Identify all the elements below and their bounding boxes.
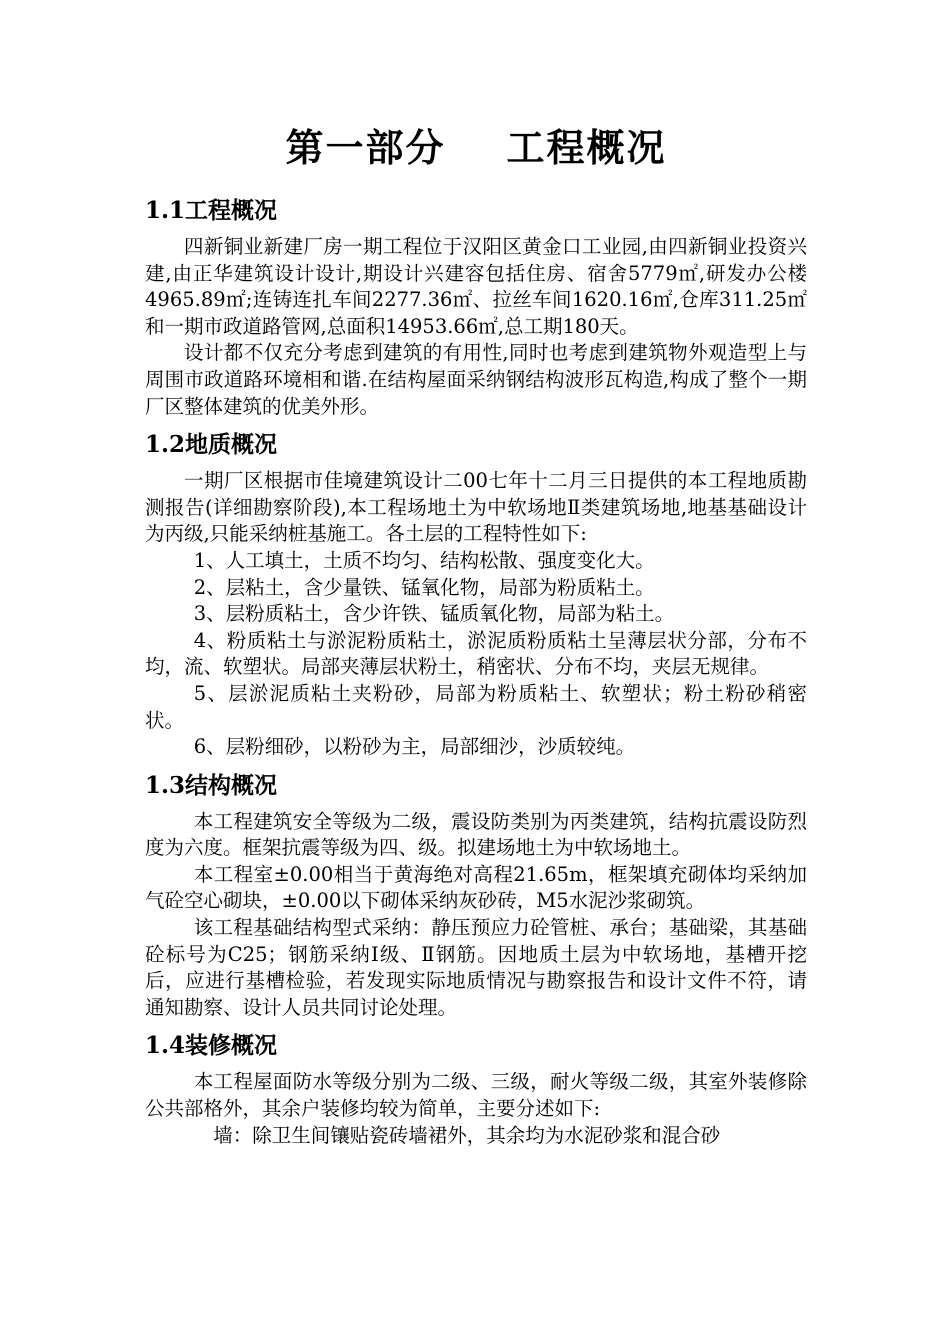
document-page: [145, 120, 807, 1157]
section-project-overview: [145, 194, 807, 420]
paragraph: 本工程屋面防水等级分别为二级、三级，耐火等级二级，其室外装修除公共部格外，其余户装修均较为简单，主要分述如下:: [145, 1070, 807, 1121]
list-item: 4、粉质粘土与淤泥粉质粘土，淤泥质粉质粘土呈薄层状分部，分布不均，流、软塑状。局部夹薄层状粉土，稍密状、分布不均，夹层无规律。: [145, 628, 807, 679]
section-heading: 1.4装修概况: [145, 1032, 278, 1060]
list-item: 5、层淤泥质粘土夹粉砂，局部为粉质粘土、软塑状；粉土粉砂稍密状。: [145, 681, 807, 732]
paragraph: 设计都不仅充分考虑到建筑的有用性,同时也考虑到建筑物外观造型上与周围市政道路环境相和谐.在结构屋面采纳钢结构波形瓦构造,构成了整个一期厂区整体建筑的优美外形。: [145, 341, 807, 418]
paragraph: 四新铜业新建厂房一期工程位于汉阳区黄金口工业园,由四新铜业投资兴建,由正华建筑设计设计,期设计兴建容包括住房、宿舍5779㎡,研发办公楼4965.89㎡;连铸连扎车间2277.36㎡、拉丝车间1620.16㎡,仓库311.25㎡和一期市政道路管网,总面积14953.66㎡,总工期180天。: [145, 235, 807, 338]
list-item: 3、层粉质粘土，含少许铁、锰质氧化物，局部为粘土。: [193, 602, 675, 626]
paragraph: 一期厂区根据市佳境建筑设计二00七年十二月三日提供的本工程地质勘测报告(详细勘察阶段),本工程场地土为中软场地Ⅱ类建筑场地,地基基础设计为丙级,只能采纳桩基施工。各土层的工程特性如下:: [145, 469, 807, 546]
paragraph-wall: 墙：除卫生间镶贴瓷砖墙裙外，其余均为水泥砂浆和混合砂: [213, 1123, 721, 1147]
section-heading: 1.3结构概况: [145, 771, 278, 799]
section-structure-overview: [145, 769, 807, 1022]
list-item: 1、人工填土，土质不均匀、结构松散、强度变化大。: [193, 548, 655, 572]
section-decoration-overview: [145, 1029, 807, 1149]
paragraph: 本工程建筑安全等级为二级，震设防类别为丙类建筑，结构抗震设防烈度为六度。框架抗震等级为四、级。拟建场地土为中软场地土。: [145, 809, 807, 860]
section-heading: 1.1工程概况: [145, 197, 278, 224]
list-item: 2、层粘土，含少量铁、锰氧化物，局部为粉质粘土。: [193, 575, 655, 599]
section-geology-overview: [145, 428, 807, 761]
paragraph: 本工程室±0.00相当于黄海绝对高程21.65m，框架填充砌体均采纳加气砼空心砌块，±0.00以下砌体采纳灰砂砖，M5水泥沙浆砌筑。: [145, 862, 807, 913]
paragraph: 该工程基础结构型式采纳：静压预应力砼管桩、承台；基础梁，其基础砼标号为C25；钢筋采纳Ⅰ级、Ⅱ钢筋。因地质土层为中软场地，基槽开挖后，应进行基槽检验，若发现实际地质情况与勘察报告和设计文件不符，请通知勘察、设计人员共同讨论处理。: [145, 916, 807, 1019]
list-item: 6、层粉细砂，以粉砂为主，局部细沙，沙质较纯。: [193, 735, 636, 759]
section-heading: 1.2地质概况: [145, 431, 278, 459]
page-title: 第一部分 工程概况: [285, 125, 667, 170]
